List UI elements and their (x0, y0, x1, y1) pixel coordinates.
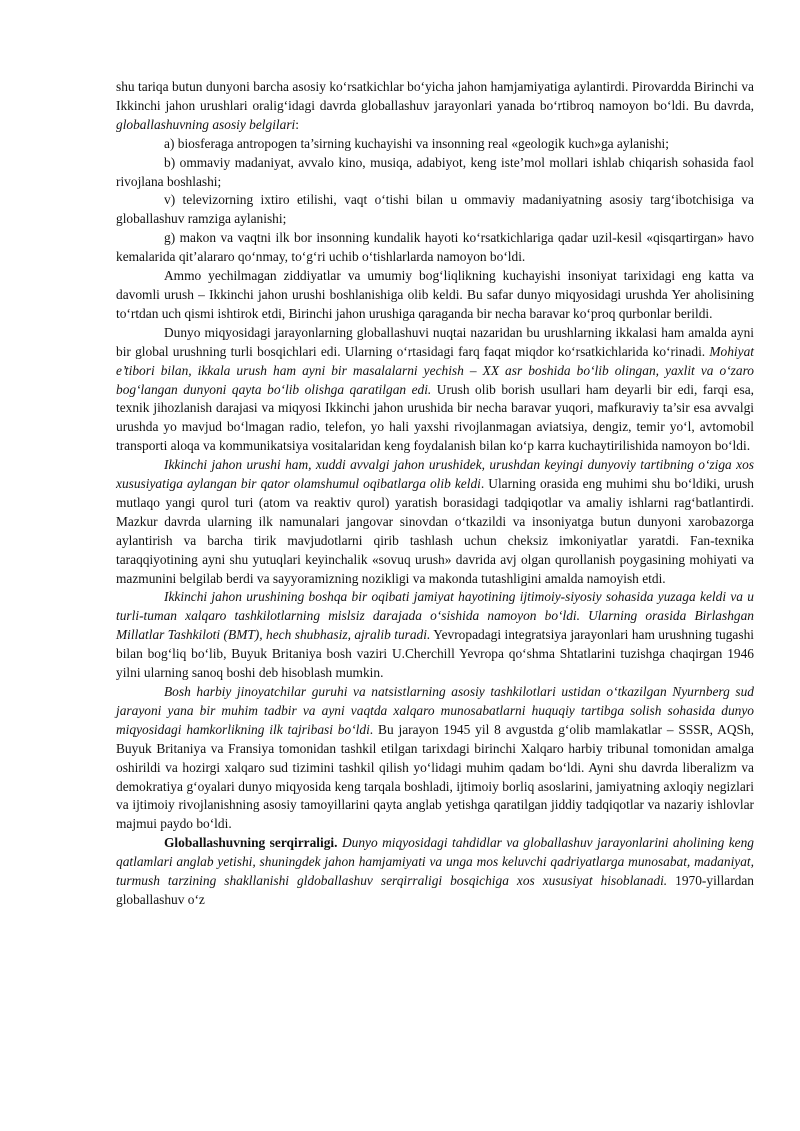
paragraph (116, 229, 754, 267)
paragraph (116, 154, 754, 192)
body-text: shu tariqa butun dunyoni barcha asosiy ko‘rsatkichlar bo‘yicha jahon hamjamiyatiga aylantirdi. Pirovardda Birinchi va Ikkinchi jahon urushlari oralig‘idagi davrda globallashuv jarayonlari yanada bo‘rtibroq namoyon bo‘ldi. Bu davrda, (116, 79, 754, 113)
emphasized-text: Ikkinchi jahon urushi ham, xuddi avvalgi jahon urushidek, urushdan keyingi dunyoviy tartibning o‘ziga xos xususiyatiga aylangan bir qator olamshumul oqibatlarga olib keldi (116, 457, 754, 492)
body-text: : (295, 116, 300, 132)
body-text: . Bu jarayon 1945 yil 8 avgustda g‘olib mamlakatlar – SSSR, AQSh, Buyuk Britaniya va Fransiya tomonidan tashkil etilgan tarixdagi birinchi Xalqaro harbiy tribunal tomonidan amalga oshirildi va hozirgi xalqaro sud tizimini tashkil qilish yo‘lidagi muhim qadam bo‘ldi. Ayni shu davrda liberalizm va demokratiya g‘oyalari dunyo miqyosida keng tarqala boshladi, ijtimoiy borliq asoslarini, jamiyatning axloqiy negizlari va ijtimoiy rivojlanishning asosiy tamoyillarini qayta anglab yetishga qaratilgan jiddiy tadqiqotlar va nazariy ishlovlar majmui paydo bo‘ldi. (116, 721, 754, 832)
body-text: g) makon va vaqtni ilk bor insonning kundalik hayoti ko‘rsatkichlariga qadar uzil-kesil «qisqartirgan» havo kemalarida qit’alararo qo‘nmay, to‘g‘ri uchib o‘tishlarlarda namoyon bo‘ldi. (116, 230, 754, 265)
paragraph (116, 683, 754, 834)
paragraph (116, 191, 754, 229)
section-heading-text: Globallashuvning serqirraligi. (164, 835, 338, 851)
emphasized-text: Bosh harbiy jinoyatchilar guruhi va natsistlarning asosiy tashkilotlari ustidan o‘tkazilgan Nyurnberg sud jarayoni yana bir muhim tadbir va ayni vaqtda xalqaro munosabatlarni huquqiy tartibga solish sohasida dunyo miqyosidagi hamkorlikning ilk tajribasi bo‘ldi (116, 684, 754, 737)
paragraph (116, 267, 754, 324)
emphasized-text: globallashuvning asosiy belgilari (116, 116, 296, 132)
body-text: 1970-yillardan globallashuv o‘z (116, 873, 754, 907)
body-text: Urush olib borish usullari ham deyarli bir edi, farqi esa, texnik jihozlanish darajasi va miqyosi Ikkinchi jahon urushida bir necha baravar yuqori, mafkuraviy ta’sir esa avvalgi urushda yo mavjud bo‘lmagan radio, telefon, yo hali yaxshi rivojlanmagan aviatsiya, dengiz, temir yo‘l, avtomobil transporti aloqa va kommunikatsiya vositalaridan keng foydalanish bilan ko‘p karra kuchaytirilishida namoyon bo‘ldi. (116, 381, 755, 454)
paragraph (116, 78, 754, 135)
body-text: b) ommaviy madaniyat, avvalo kino, musiqa, adabiyot, keng iste’mol mollari ishlab chiqarish sohasida faol rivojlana boshlashi; (116, 154, 754, 189)
emphasized-text: Mohiyat e’tibori bilan, ikkala urush ham ayni bir masalalarni yechish – XX asr boshida bo‘lib olingan, yaxlit va o‘zaro bog‘langan dunyoni qayta bo‘lib olishga qaratilgan edi. (116, 343, 754, 397)
paragraph (116, 834, 754, 910)
body-text: a) biosferaga antropogen ta’sirning kuchayishi va insonning real «geologik kuch»ga aylanishi; (164, 135, 669, 151)
body-text: Dunyo miqyosidagi jarayonlarning globallashuvi nuqtai nazaridan bu urushlarning ikkalasi ham amalda ayni bir global urushning turli bosqichlari edi. Ularning o‘rtasidagi farq faqat miqdor ko‘rsatkichlarida ko‘rinadi. (116, 324, 754, 359)
paragraph (116, 324, 754, 456)
emphasized-text: Ikkinchi jahon urushining boshqa bir oqibati jamiyat hayotining ijtimoiy-siyosiy sohasida yuzaga keldi va u turli-tuman xalqaro tashkilotlarning mislsiz darajada o‘sishida namoyon bo‘ldi. Ularning orasida Birlashgan Millatlar Tashkiloti (BMT), hech shubhasiz, ajralib turadi. (116, 589, 754, 643)
body-text: Yevropadagi integratsiya jarayonlari ham urushning tugashi bilan bog‘liq bo‘lib, Buyuk Britaniya bosh vaziri U.Cherchill Yevropa qo‘shma Shtatlarini tuzishga chaqirgan 1946 yilni ularning sanoq boshi deb hisoblash mumkin. (116, 627, 754, 681)
document-body-text (116, 78, 754, 910)
body-text: v) televizorning ixtiro etilishi, vaqt o‘tishi bilan u ommaviy madaniyatning asosiy targ‘ibotchisiga va globallashuv ramziga aylanishi; (116, 192, 754, 227)
emphasized-text: Dunyo miqyosidagi tahdidlar va globallashuv jarayonlarini aholining keng qatlamlari anglab yetishi, shuningdek jahon hamjamiyati va unga mos keluvchi qadriyatlarga munosabat, madaniyat, turmush tarzining shakllanishi gldoballashuv serqirraligi bosqichiga xos xususiyat hisoblanadi. (116, 835, 754, 889)
paragraph (116, 588, 754, 683)
paragraph (116, 456, 754, 588)
paragraph (116, 135, 754, 154)
body-text: Ammo yechilmagan ziddiyatlar va umumiy bog‘liqlikning kuchayishi insoniyat tarixidagi eng katta va davomli urush – Ikkinchi jahon urushi boshlanishiga olib keldi. Bu safar dunyo miqyosidagi urushda Yer aholisining to‘rtdan uch qismi ishtirok etdi, Birinchi jahon urushiga qaraganda bir necha baravar ko‘proq qurbonlar berildi. (116, 268, 754, 321)
body-text: . Ularning orasida eng muhimi shu bo‘ldiki, urush mutlaqo yangi qurol turi (atom va reaktiv qurol) yaratish borasidagi tadqiqotlar va amaliy ishlarni rag‘batlantirdi. Mazkur davrda ularning ilk namunalari jangovar sinovdan o‘tkazildi va insoniyatga butun dunyoni xarobazorga aylantirish va barcha tirik mavjudotlarni qirib tashlash uchun cheksiz imkoniyatlar yaratdi. Fan-texnika taraqqiyotining ayni shu yutuqlari keyinchalik «sovuq urush» davrida avj olgan qurollanish poygasining mohiyati va mazmunini belgilab berdi va sayyoramizning nozikligi va makonda tutashligini amalda namoyish etdi. (116, 476, 754, 586)
